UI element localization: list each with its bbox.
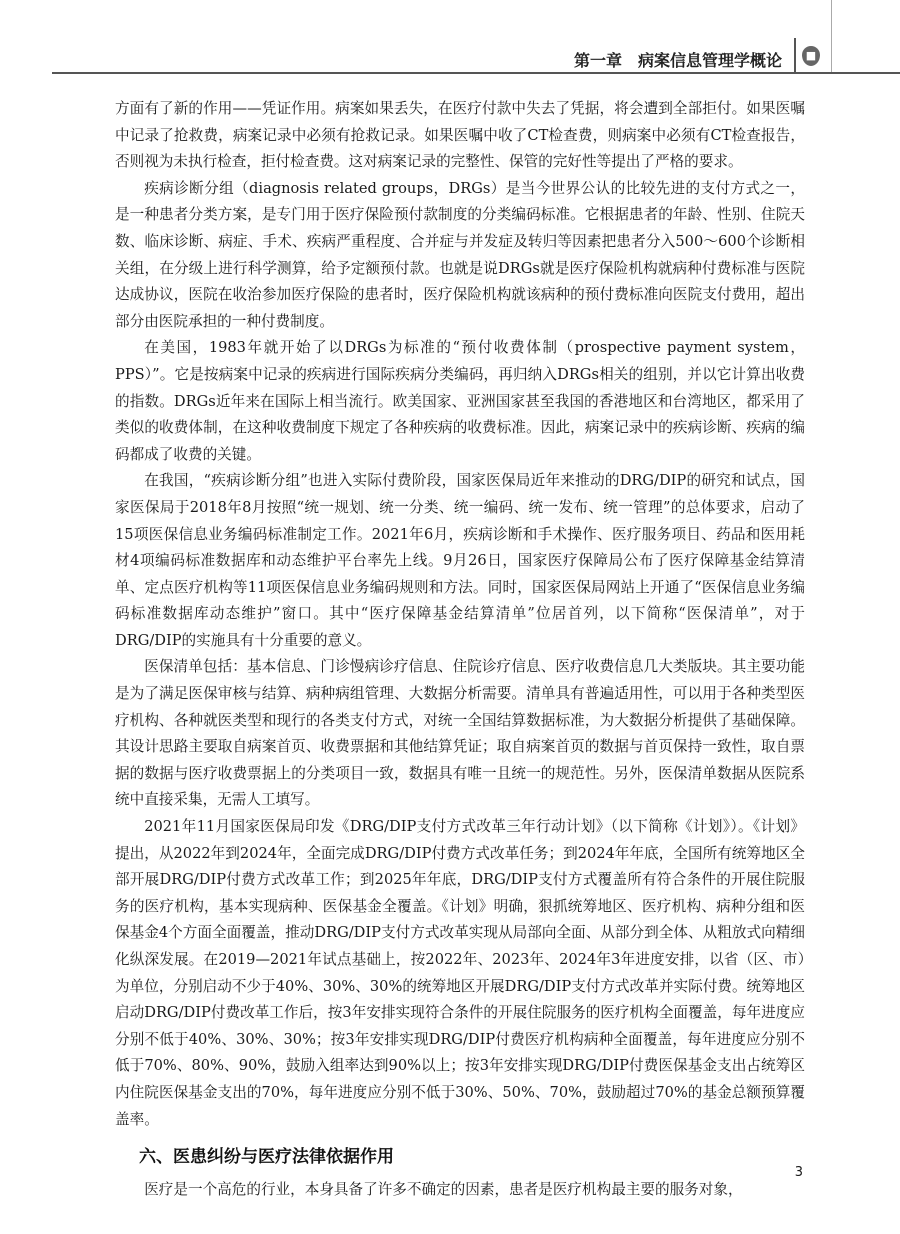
paragraph-6: 2021年11月国家医保局印发《DRG/DIP支付方式改革三年行动计划》（以下简称《计划》）。《计划》提出，从2022年到2024年，全面完成DRG/DIP付费方式改革任务；到2024年年底，全国所有统筹地区全部开展DRG/DIP付费方式改革工作；到2025年年底，DRG/DIP支付方式覆盖所有符合条件的开展住院服务的医疗机构，基本实现病种、医保基金全覆盖。《计划》明确，狠抓统筹地区、医疗机构、病种分组和医保基金4个方面全面覆盖，推动DRG/DIP支付方式改革实现从局部向全面、从部分到全体、从粗放式向精细化纵深发展。在2019—2021年试点基础上，按2022年、2023年、2024年3年进度安排，以省（区、市）为单位，分别启动不少于40%、30%、30%的统筹地区开展DRG/DIP支付方式改革并实际付费。统筹地区启动DRG/DIP付费改革工作后，按3年安排实现符合条件的开展住院服务的医疗机构全面覆盖，每年进度应分别不低于40%、30%、30%；按3年安排实现DRG/DIP付费医疗机构病种全面覆盖，每年进度应分别不低于70%、80%、90%，鼓励入组率达到90%以上；按3年安排实现DRG/DIP付费医保基金支出占统筹区内住院医保基金支出的70%，每年进度应分别不低于30%、50%、70%，鼓励超过70%的基金总额预算覆盖率。: [115, 818, 805, 1128]
chapter-title: 第一章 病案信息管理学概论: [573, 51, 782, 70]
paragraph-2: 疾病诊断分组（diagnosis related groups，DRGs）是当今世界公认的比较先进的支付方式之一，是一种患者分类方案，是专门用于医疗保险预付款制度的分类编码标准。它根据患者的年龄、性别、住院天数、临床诊断、病症、手术、疾病严重程度、合并症与并发症及转归等因素把患者分入500～600个诊断相关组，在分级上进行科学测算，给予定额预付款。也就是说DRGs就是医疗保险机构就病种付费标准与医院达成协议，医院在收治参加医疗保险的患者时，医疗保险机构就该病种的预付费标准向医院支付费用，超出部分由医院承担的一种付费制度。: [115, 179, 805, 330]
paragraph-1: 方面有了新的作用——凭证作用。病案如果丢失，在医疗付款中失去了凭据，将会遭到全部拒付。如果医嘱中记录了抢救费，病案记录中必须有抢救记录。如果医嘱中收了CT检查费，则病案中必须有CT检查报告，否则视为未执行检查，拒付检查费。这对病案记录的完整性、保管的完好性等提出了严格的要求。: [115, 100, 805, 171]
section-paragraph: 医疗是一个高危的行业，本身具备了许多不确定的因素，患者是医疗机构最主要的服务对象，: [144, 1181, 743, 1199]
paragraph-3: 在美国，1983年就开始了以DRGs为标准的“预付收费体制（prospective payment system，PPS）”。它是按病案中记录的疾病进行国际疾病分类编码，再归纳入DRGs相关的组别，并以它计算出收费的指数。DRGs近年来在国际上相当流行。欧美国家、亚洲国家甚至我国的香港地区和台湾地区，都采用了类似的收费体制，在这种收费制度下规定了各种疾病的收费标准。因此，病案记录中的疾病诊断、疾病的编码都成了收费的关键。: [115, 339, 805, 463]
header-rule: [52, 72, 900, 74]
header-divider: [794, 38, 796, 74]
body-text: [115, 96, 805, 1204]
page-number: 3: [794, 1165, 803, 1180]
chapter-badge-icon: ■: [802, 46, 820, 66]
paragraph-5: 医保清单包括：基本信息、门诊慢病诊疗信息、住院诊疗信息、医疗收费信息几大类版块。其主要功能是为了满足医保审核与结算、病种病组管理、大数据分析需要。清单具有普遍适用性，可以用于各种类型医疗机构、各种就医类型和现行的各类支付方式，对统一全国结算数据标准，为大数据分析提供了基础保障。其设计思路主要取自病案首页、收费票据和其他结算凭证；取自病案首页的数据与首页保持一致性，取自票据的数据与医疗收费票据上的分类项目一致，数据具有唯一且统一的规范性。另外，医保清单数据从医院系统中直接采集，无需人工填写。: [115, 658, 805, 809]
section-heading: 六、医患纠纷与医疗法律依据作用: [139, 1147, 394, 1168]
running-header: [0, 0, 900, 76]
header-corner-frame: [831, 0, 900, 74]
paragraph-4: 在我国，“疾病诊断分组”也进入实际付费阶段，国家医保局近年来推动的DRG/DIP的研究和试点，国家医保局于2018年8月按照“统一规划、统一分类、统一编码、统一发布、统一管理”的总体要求，启动了15项医保信息业务编码标准制定工作。2021年6月，疾病诊断和手术操作、医疗服务项目、药品和医用耗材4项编码标准数据库和动态维护平台率先上线。9月26日，国家医疗保障局公布了医疗保障基金结算清单、定点医疗机构等11项医保信息业务编码规则和方法。同时，国家医保局网站上开通了“医保信息业务编码标准数据库动态维护”窗口。其中“医疗保障基金结算清单”位居首列，以下简称“医保清单”，对于DRG/DIP的实施具有十分重要的意义。: [115, 472, 805, 649]
